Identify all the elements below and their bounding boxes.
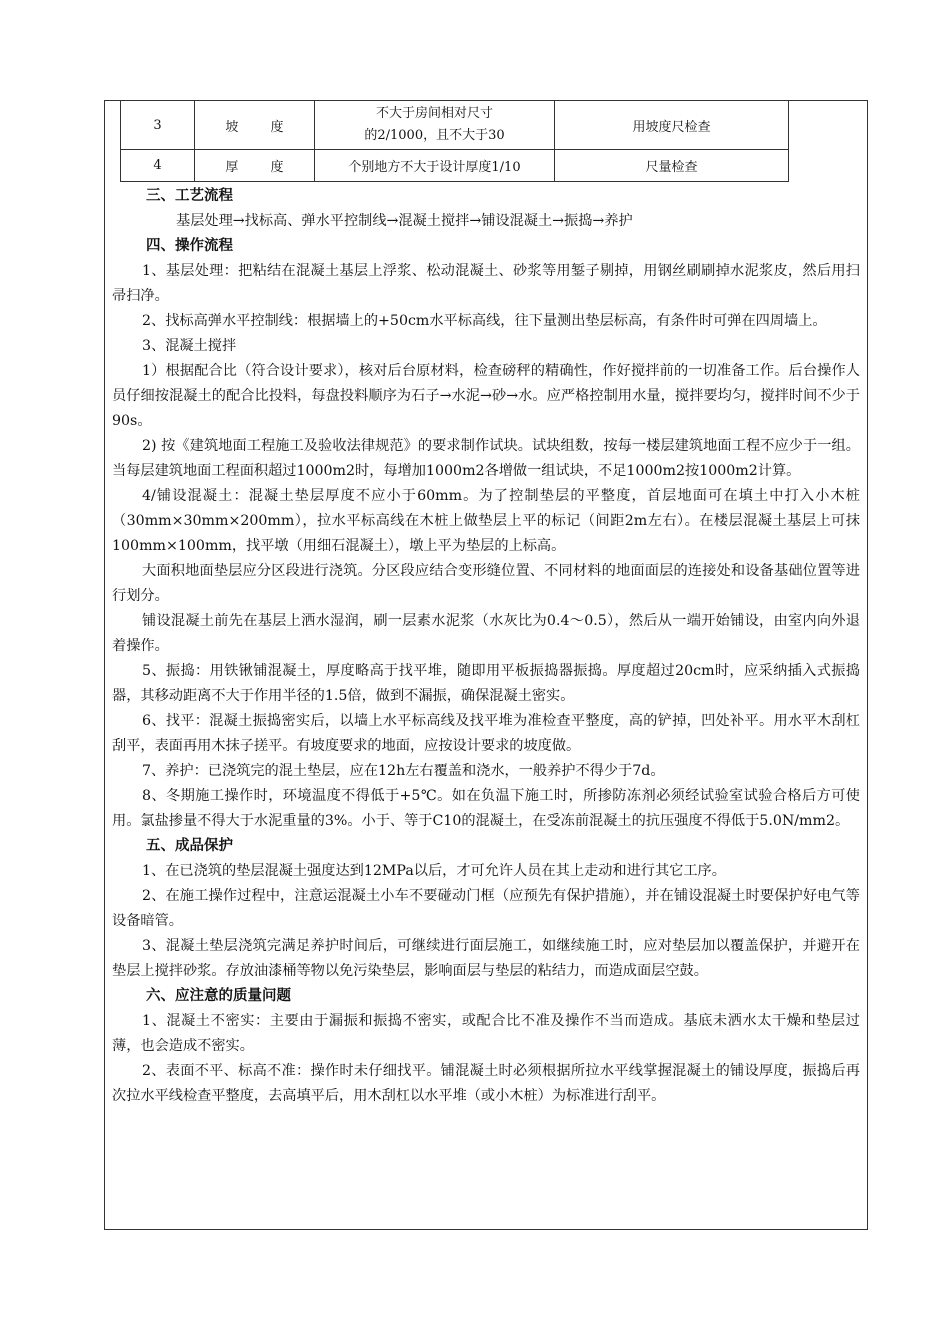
paragraph: 铺设混凝土前先在基层上洒水湿润，刷一层素水泥浆（水灰比为0.4～0.5），然后从一端开始铺设，由室内向外退着操作。 — [112, 613, 860, 654]
paragraph: 2、表面不平、标高不准：操作时未仔细找平。铺混凝土时必须根据所拉水平线掌握混凝土的铺设厚度，振捣后再次拉水平线检查平整度，去高填平后，用木刮杠以水平堆（或小木桩）为标准进行刮平。 — [112, 1063, 860, 1104]
paragraph: 5、振捣：用铁锹铺混凝土，厚度略高于找平堆，随即用平板振捣器振捣。厚度超过20cm时，应采纳插入式振捣器，其移动距离不大于作用半径的1.5倍，做到不漏振，确保混凝土密实。 — [112, 663, 860, 704]
table-row — [121, 150, 789, 182]
section-title: 六、应注意的质量问题 — [146, 988, 291, 1004]
section-title: 四、操作流程 — [146, 238, 233, 254]
row-number: 4 — [121, 150, 195, 182]
paragraph: 6、找平：混凝土振捣密实后，以墙上水平标高线及找平堆为准检查平整度，高的铲掉，凹处补平。用水平木刮杠刮平，表面再用木抹子搓平。有坡度要求的地面，应按设计要求的坡度做。 — [112, 713, 860, 754]
paragraph: 3、混凝土搅拌 — [142, 338, 237, 354]
section-title: 三、工艺流程 — [146, 188, 233, 204]
paragraph: 1）根据配合比（符合设计要求），核对后台原材料，检查磅秤的精确性，作好搅拌前的一切准备工作。后台操作人员仔细按混凝土的配合比投料，每盘投料顺序为石子→水泥→砂→水。应严格控制用水量，搅拌要均匀，搅拌时间不少于90s。 — [112, 363, 860, 429]
row-allowance — [315, 101, 555, 150]
allowance-line: 不大于房间相对尺寸 — [375, 106, 493, 121]
document-body — [112, 184, 860, 1109]
paragraph: 大面积地面垫层应分区段进行浇筑。分区段应结合变形缝位置、不同材料的地面面层的连接处和设备基础位置等进行划分。 — [112, 563, 860, 604]
allowance-line: 的2/1000，且不大于30 — [364, 128, 505, 143]
paragraph: 4/铺设混凝土：混凝土垫层厚度不应小于60mm。为了控制垫层的平整度，首层地面可在填土中打入小木桩（30mm×30mm×200mm），拉水平标高线在木桩上做垫层上平的标记（间距2m左右）。在楼层混凝土基层上可抹100mm×100mm，找平墩（用细石混凝土），墩上平为垫层的上标高。 — [112, 488, 860, 554]
paragraph: 1、在已浇筑的垫层混凝土强度达到12MPa以后，才可允许人员在其上走动和进行其它工序。 — [142, 863, 726, 879]
row-method: 用坡度尺检查 — [555, 101, 789, 150]
row-allowance: 个别地方不大于设计厚度1/10 — [315, 150, 555, 182]
row-method: 尺量检查 — [555, 150, 789, 182]
row-item: 厚 度 — [195, 150, 315, 182]
paragraph: 2) 按《建筑地面工程施工及验收法律规范》的要求制作试块。试块组数，按每一楼层建筑地面工程不应少于一组。当每层建筑地面工程面积超过1000m2时，每增加1000m2各增做一组试块，不足1000m2按1000m2计算。 — [112, 438, 860, 479]
section-title: 五、成品保护 — [146, 838, 233, 854]
paragraph: 3、混凝土垫层浇筑完满足养护时间后，可继续进行面层施工，如继续施工时，应对垫层加以覆盖保护，并避开在垫层上搅拌砂浆。存放油漆桶等物以免污染垫层，影响面层与垫层的粘结力，而造成面层空鼓。 — [112, 938, 860, 979]
process-flow: 基层处理→找标高、弹水平控制线→混凝土搅拌→铺设混凝土→振捣→养护 — [176, 213, 633, 229]
table-row — [121, 101, 789, 150]
paragraph: 8、冬期施工操作时，环境温度不得低于+5℃。如在负温下施工时，所掺防冻剂必须经试验室试验合格后方可使用。氯盐掺量不得大于水泥重量的3%。小于、等于C10的混凝土，在受冻前混凝土的抗压强度不得低于5.0N/mm2。 — [112, 788, 860, 829]
paragraph: 1、混凝土不密实：主要由于漏振和振捣不密实，或配合比不准及操作不当而造成。基底未洒水太干燥和垫层过薄，也会造成不密实。 — [112, 1013, 860, 1054]
row-number: 3 — [121, 101, 195, 150]
inspection-table — [120, 100, 789, 182]
paragraph: 7、养护：已浇筑完的混土垫层，应在12h左右覆盖和浇水，一般养护不得少于7d。 — [142, 763, 665, 779]
row-item: 坡 度 — [195, 101, 315, 150]
paragraph: 2、找标高弹水平控制线：根据墙上的+50cm水平标高线，往下量测出垫层标高，有条件时可弹在四周墙上。 — [142, 313, 827, 329]
paragraph: 1、基层处理：把粘结在混凝土基层上浮浆、松动混凝土、砂浆等用錾子剔掉，用钢丝刷刷掉水泥浆皮，然后用扫帚扫净。 — [112, 263, 860, 304]
paragraph: 2、在施工操作过程中，注意运混凝土小车不要碰动门框（应预先有保护措施），并在铺设混凝土时要保护好电气等设备暗管。 — [112, 888, 860, 929]
